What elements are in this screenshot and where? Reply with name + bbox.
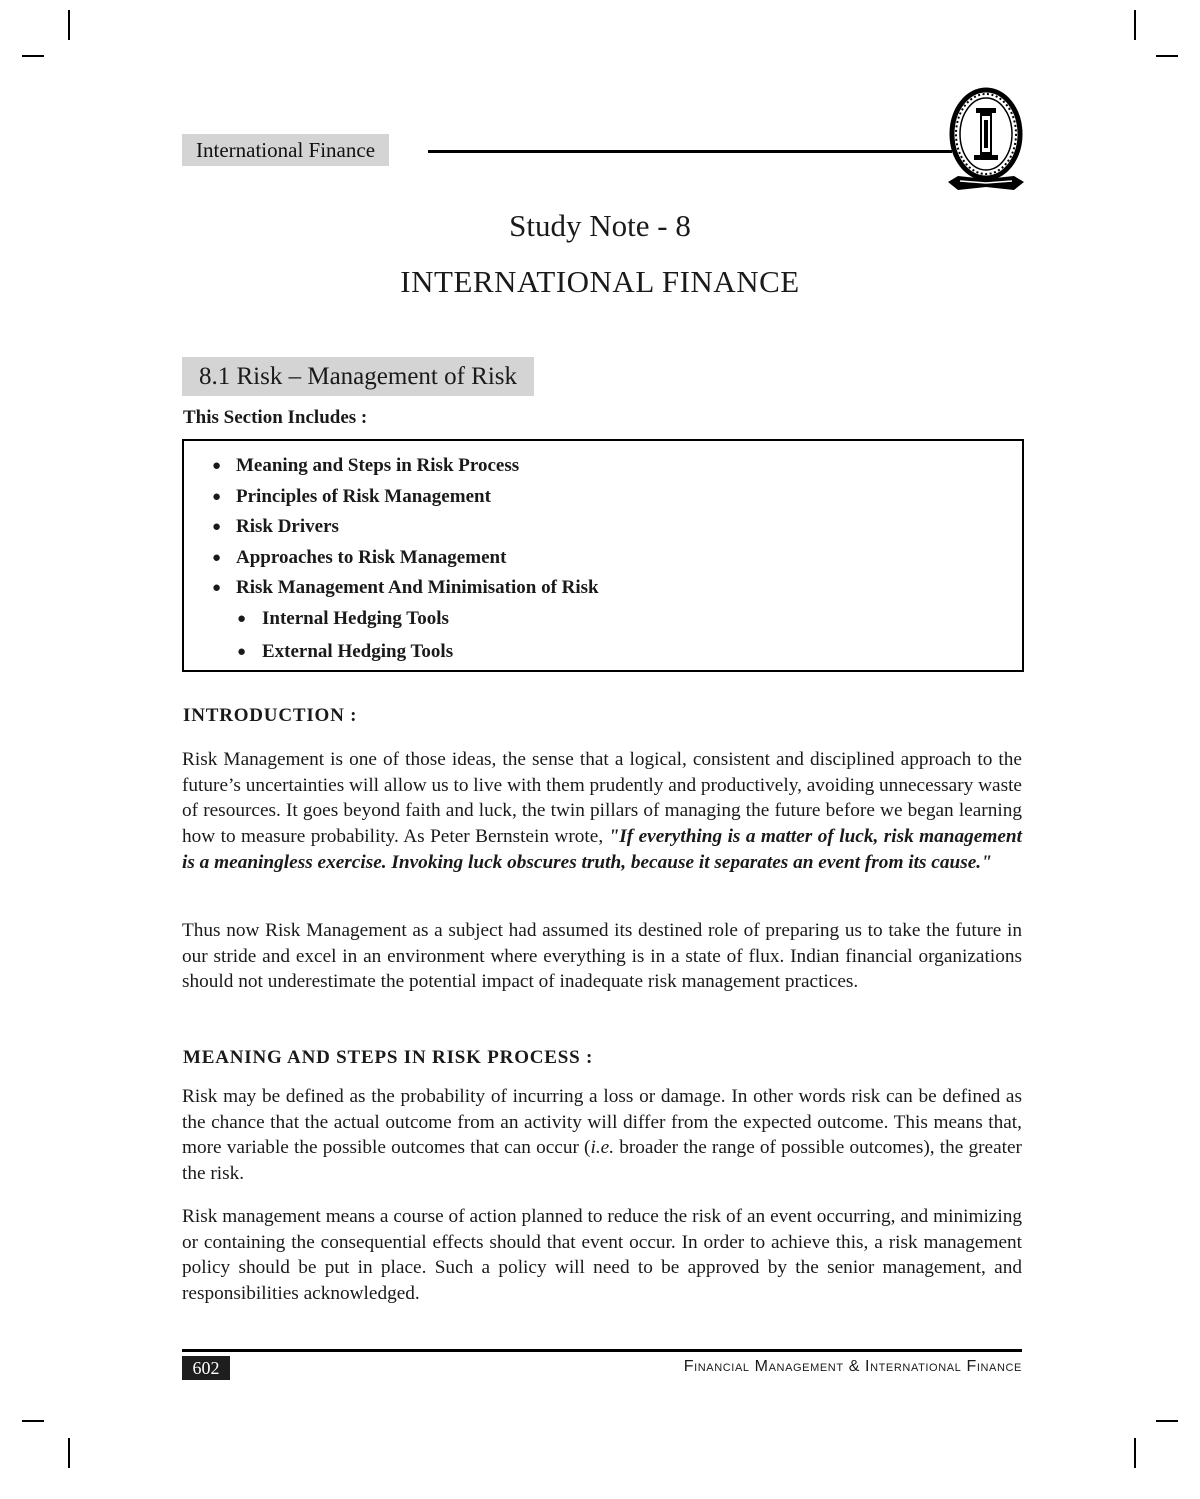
meaning-paragraph-1: Risk may be defined as the probability of incurring a loss or damage. In other words risk can be defined as the chance that the actual outcome from an activity will differ from the expected outcome. This means that, more variable the possible outcomes that can occur (i.e. broader the range of possible outcomes), the greater the risk. bbox=[182, 1086, 1022, 1185]
chapter-title: INTERNATIONAL FINANCE bbox=[400, 264, 800, 299]
page-number: 602 bbox=[182, 1356, 230, 1380]
introduction-heading: INTRODUCTION : bbox=[183, 705, 358, 726]
section-heading: 8.1 Risk – Management of Risk bbox=[182, 357, 534, 396]
footer-book-title: Financial Management & International Finance bbox=[683, 1358, 1022, 1375]
crop-mark bbox=[1134, 10, 1136, 40]
bullet-icon: ● bbox=[212, 549, 222, 566]
bullet-icon: ● bbox=[237, 643, 247, 660]
section-includes-box: ● Meaning and Steps in Risk Process ● Principles of Risk Management ● Risk Drivers ● Approaches to Risk Management ● Risk Management And Minimisation of Risk ● Internal Hedging Tools ● External Hedging Tools bbox=[182, 439, 1024, 672]
crop-mark bbox=[1156, 55, 1178, 57]
running-head-label: International Finance bbox=[182, 134, 389, 166]
bernstein-quote: "If everything is a matter of luck, risk management is a meaningless exercise. Invoking luck obscures truth, because it separates an event from its cause." bbox=[182, 826, 1022, 873]
bullet-icon: ● bbox=[212, 580, 222, 597]
crop-mark bbox=[22, 1420, 44, 1422]
crop-mark bbox=[1134, 1438, 1136, 1468]
crop-mark bbox=[68, 1438, 70, 1468]
crop-mark bbox=[22, 55, 44, 57]
bullet-icon: ● bbox=[212, 458, 222, 474]
footer-rule bbox=[182, 1349, 1022, 1352]
crop-mark bbox=[68, 10, 70, 40]
introduction-paragraph-1: Risk Management is one of those ideas, the sense that a logical, consistent and disciplined approach to the future’s uncertainties will allow us to live with them prudently and productively, avoiding unnecessary waste of resources. It goes beyond faith and luck, the twin pillars of managing the future before we began learning how to measure probability. As Peter Bernstein wrote, "If everything is a matter of luck, risk management is a meaningless exercise. Invoking luck obscures truth, because it separates an event from its cause." bbox=[182, 749, 1022, 873]
institute-emblem-icon bbox=[946, 86, 1026, 198]
crop-mark bbox=[1156, 1420, 1178, 1422]
bullet-icon: ● bbox=[212, 519, 222, 536]
introduction-paragraph-2: Thus now Risk Management as a subject had assumed its destined role of preparing us to take the future in our stride and excel in an environment where everything is in a state of flux. Indian financial organizations should not underestimate the potential impact of inadequate risk management practices. bbox=[182, 920, 1022, 993]
meaning-heading: MEANING AND STEPS IN RISK PROCESS : bbox=[183, 1047, 594, 1068]
study-note-title: Study Note - 8 bbox=[509, 208, 691, 243]
bullet-icon: ● bbox=[237, 610, 247, 627]
header-rule bbox=[428, 150, 952, 153]
meaning-paragraph-2: Risk management means a course of action planned to reduce the risk of an event occurring, and minimizing or containing the consequential effects should that event occur. In order to achieve this, a risk management policy should be put in place. Such a policy will need to be approved by the senior management, and responsibilities acknowledged. bbox=[182, 1206, 1022, 1305]
running-header bbox=[182, 134, 952, 168]
bullet-icon: ● bbox=[212, 488, 222, 505]
section-includes-label: This Section Includes : bbox=[183, 407, 368, 428]
